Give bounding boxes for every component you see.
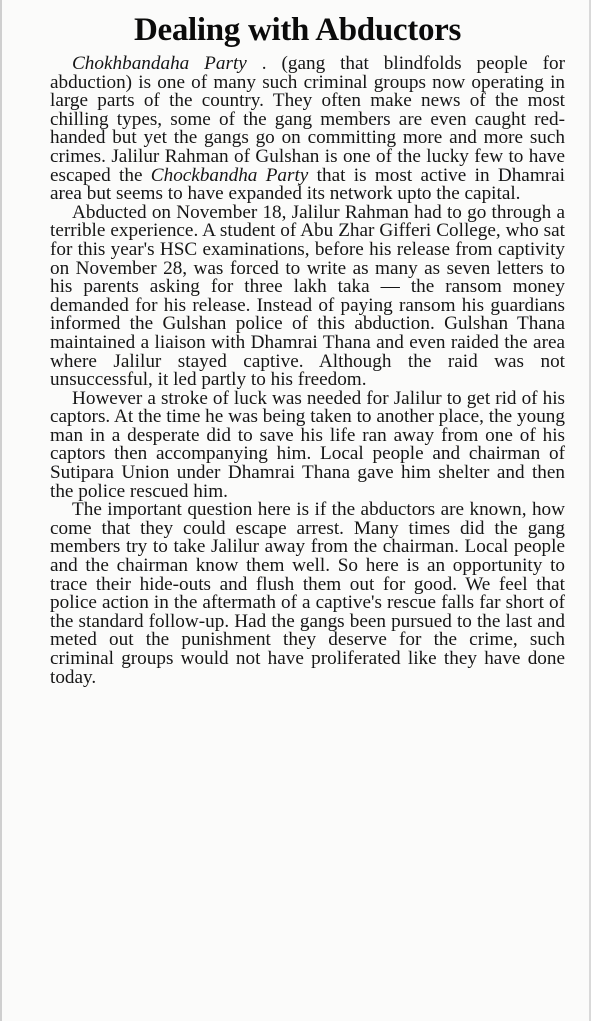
paragraph-1-end: that is most active in Dhamrai area but seems to have expanded its network upto the capital. — [50, 164, 565, 205]
term-chockbandha-party: Chockbandha Party — [150, 164, 309, 186]
term-chokhbandaha-party: Chokhbandaha Party — [72, 53, 247, 74]
article-paragraph-1 — [50, 55, 565, 204]
paragraph-1-text: . (gang that blindfolds people for abduction) is one of many such criminal groups now operating in large parts of the country. They often make news of the most chilling types, some of the gang members are even caught red-handed but yet the gangs go on committing more and more such crimes. Jalilur Rahman of Gulshan is one of the lucky few to have escaped the — [50, 53, 565, 186]
article-paragraph-2: Abducted on November 18, Jalilur Rahman had to go through a terrible experience. A student of Abu Zhar Gifferi College, who sat for this year's HSC examinations, before his release from captivity on November 28, was forced to write as many as seven letters to his parents asking for three lakh taka — the ransom money demanded for his release. Instead of paying ransom his guardians informed the Gulshan police of this abduction. Gulshan Thana maintained a liaison with Dhamrai Thana and even raided the area where Jalilur stayed captive. Although the raid was not unsuccessful, it led partly to his freedom. — [50, 201, 565, 391]
article-headline: Dealing with Abductors — [133, 12, 462, 48]
article-body — [50, 55, 565, 687]
article-paragraph-4: The important question here is if the abductors are known, how come that they could escape arrest. Many times did the gang members try to take Jalilur away from the chairman. Local people and the chairman know them well. So here is an opportunity to trace their hide-outs and flush them out for good. We feel that police action in the aftermath of a captive's rescue falls far short of the standard follow-up. Had the gangs been pursued to the last and meted out the punishment they deserve for the crime, such criminal groups would not have proliferated like they have done today. — [50, 499, 565, 688]
article-paragraph-3: However a stroke of luck was needed for Jalilur to get rid of his captors. At the time he was being taken to another place, the young man in a desperate did to save his life ran away from one of his captors then accompanying him. Local people and chairman of Sutipara Union under Dhamrai Thana gave him shelter and then the police rescued him. — [50, 387, 565, 502]
